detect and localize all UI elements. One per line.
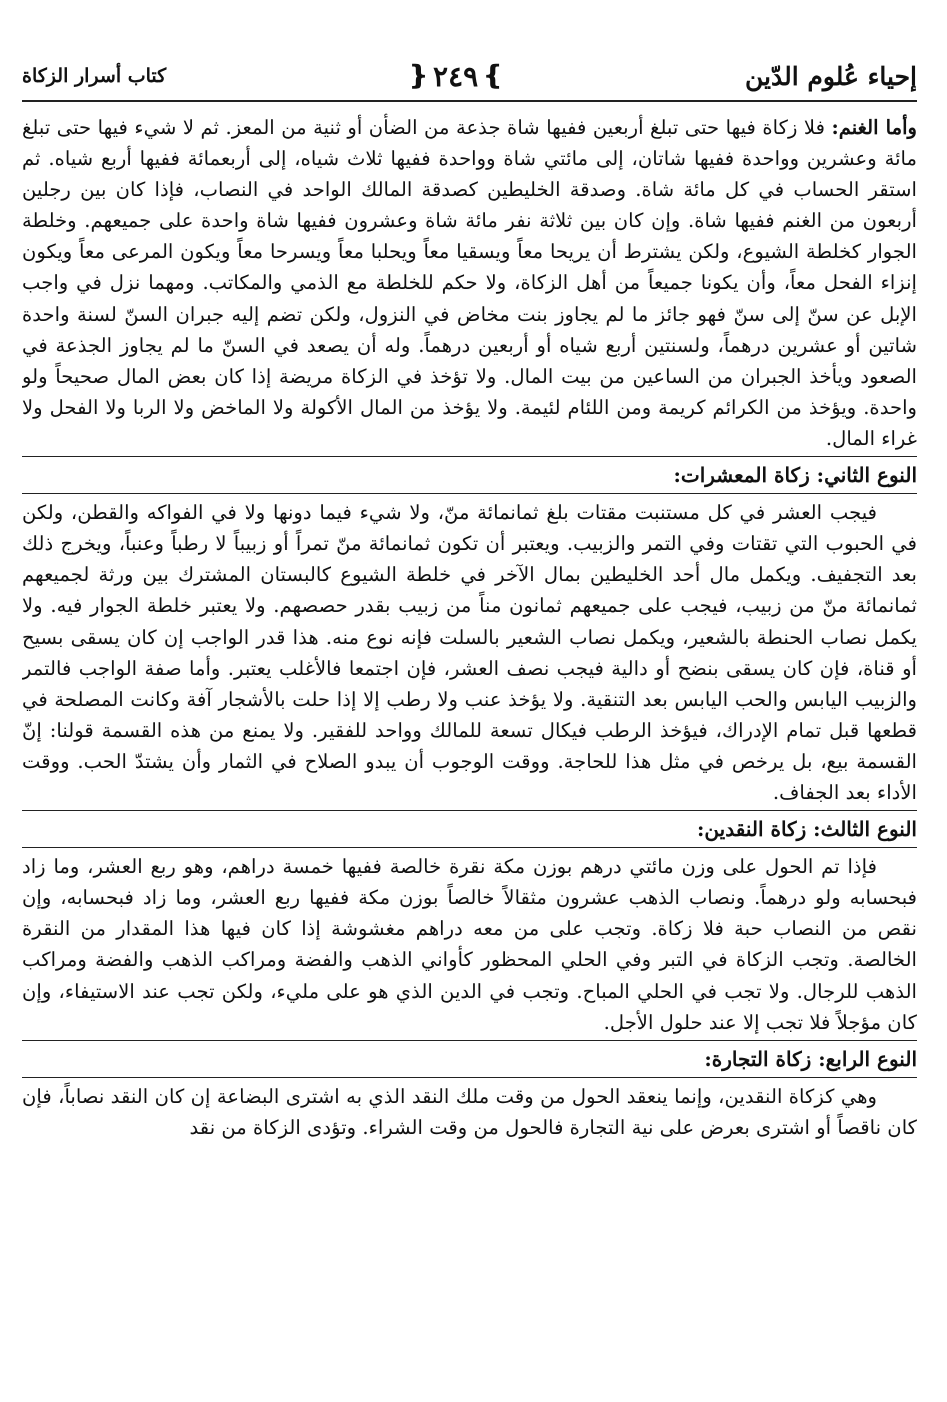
book-title: إحياء عُلوم الدّين xyxy=(745,61,917,91)
section-divider xyxy=(22,1040,917,1041)
page-number-frame xyxy=(407,60,504,93)
page-header xyxy=(22,55,917,97)
ornament-right-icon: ❵ xyxy=(482,61,504,91)
ornament-left-icon: ❴ xyxy=(407,61,430,91)
section-divider xyxy=(22,1077,917,1078)
heading-muasharat: النوع الثاني: زكاة المعشرات: xyxy=(673,463,917,488)
paragraph-muasharat: فيجب العشر في كل مستنبت مقتات بلغ ثمانمائة منّ، ولا شيء فيما دونها ولا في الفواكه والقطن، ولكن في الحبوب التي تقتات وفي التمر والزبيب. ويعتبر أن تكون ثمانمائة منّ تمراً أو زبيباً لا رطباً وعنباً، ويخرج ذلك بعد التجفيف. ويكمل مال أحد الخليطين بمال الآخر في خلطة الشيوع كالبستان المشترك بين ورثة لجميعهم ثمانمائة منّ من زبيب، فيجب على جميعهم ثمانون مناً من زبيب بقدر حصصهم. ولا يعتبر خلطة الجوار فيه. ولا يكمل نصاب الحنطة بالشعير، ويكمل نصاب الشعير بالسلت فإنه نوع منه. هذا قدر الواجب إن كان يسقى بسيح أو قناة، فإن كان يسقى بنضح أو دالية فيجب نصف العشر، فإن اجتمعا فالأغلب يعتبر. وأما صفة الواجب فالتمر والزبيب اليابس والحب اليابس بعد التنقية. ولا يؤخذ عنب ولا رطب إلا إذا حلت بالأشجار آفة وكانت المصلحة في قطعها قبل تمام الإدراك، فيؤخذ الرطب فيكال تسعة للمالك وواحد للفقير. ولا يمنع من هذه القسمة قولنا: إنّ القسمة بيع، بل يرخص في مثل هذا للحاجة. ووقت الوجوب أن يبدو الصلاح في الثمار وأن يشتدّ الحب. ووقت الأداء بعد الجفاف. xyxy=(22,501,917,804)
paragraph-naqdayn: فإذا تم الحول على وزن مائتي درهم بوزن مكة نقرة خالصة ففيها خمسة دراهم، وهو ربع العشر، وما زاد فبحسابه ولو درهماً. ونصاب الذهب عشرون مثقالاً خالصاً بوزن مكة ففيها ربع العشر، وما زاد فبحسابه، وإن نقص من النصاب حبة فلا زكاة. وتجب على من معه دراهم مغشوشة إذا كان فيها هذا المقدار من النقرة الخالصة. وتجب الزكاة في التبر وفي الحلي المحظور كأواني الذهب والفضة ومراكب الذهب والفضة ومراكب الذهب للرجال. ولا تجب في الحلي المباح. وتجب في الدين الذي هو على مليء، ولكن تجب عند الاستيفاء، وإن كان مؤجلاً فلا تجب إلا عند حلول الأجل. xyxy=(22,855,917,1034)
section-divider xyxy=(22,456,917,457)
section-divider xyxy=(22,810,917,811)
heading-naqdayn: النوع الثالث: زكاة النقدين: xyxy=(697,817,917,842)
section-divider xyxy=(22,847,917,848)
page-number: ٢٤٩ xyxy=(433,59,479,93)
chapter-title: كتاب أسرار الزكاة xyxy=(22,65,167,87)
section-divider xyxy=(22,493,917,494)
heading-tijara: النوع الرابع: زكاة التجارة: xyxy=(704,1046,917,1071)
ghanam-text: فلا زكاة فيها حتى تبلغ أربعين ففيها شاة جذعة من الضأن أو ثنية من المعز. ثم لا شيء فيها حتى تبلغ مائة وعشرين وواحدة ففيها شاتان، إلى مائتي شاة وواحدة ففيها ثلاث شياه، إلى أربعمائة ففيها أربع شياه. ثم استقر الحساب في كل مائة شاة. وصدقة الخليطين كصدقة المالك الواحد في النصاب، فإذا كان بين رجلين أربعون من الغنم ففيها شاة. وإن كان بين ثلاثة نفر مائة شاة وعشرون ففيها شاة واحدة على جميعهم. وخلطة الجوار كخلطة الشيوع، ولكن يشترط أن يريحا معاً ويسقيا معاً ويحلبا معاً ويسرحا معاً ويكون المرعى معاً ويكون إنزاء الفحل معاً، وأن يكونا جميعاً من أهل الزكاة، ولا حكم للخلطة مع الذمي والمكاتب. ومهما نزل في واجب الإبل عن سنّ إلى سنّ فهو جائز ما لم يجاوز بنت مخاض في النزول، ولكن تضم إليه جبران السنّ لسنة واحدة شاتين أو عشرين درهماً، ولسنتين أربع شياه أو أربعين درهماً. وله أن يصعد في السنّ ما لم يجاوز الجذعة في الصعود ويأخذ الجبران من الساعين من بيت المال. ولا تؤخذ في الزكاة مريضة إذا كان بعض المال صحيحاً ولو واحدة. ويؤخذ من الكرائم كريمة ومن اللئام لئيمة. ولا يؤخذ من المال الأكولة ولا الماخض ولا الربا ولا الفحل ولا غراء المال. xyxy=(22,116,917,450)
header-divider xyxy=(22,100,917,102)
ghanam-lead: وأما الغنم: xyxy=(831,116,917,139)
paragraph-ghanam xyxy=(22,112,917,454)
page-body xyxy=(22,112,917,1394)
paragraph-tijara: وهي كزكاة النقدين، وإنما ينعقد الحول من وقت ملك النقد الذي به اشترى البضاعة إن كان النقد نصاباً، فإن كان ناقصاً أو اشترى بعرض على نية التجارة فالحول من وقت الشراء. وتؤدى الزكاة من نقد xyxy=(22,1084,917,1139)
